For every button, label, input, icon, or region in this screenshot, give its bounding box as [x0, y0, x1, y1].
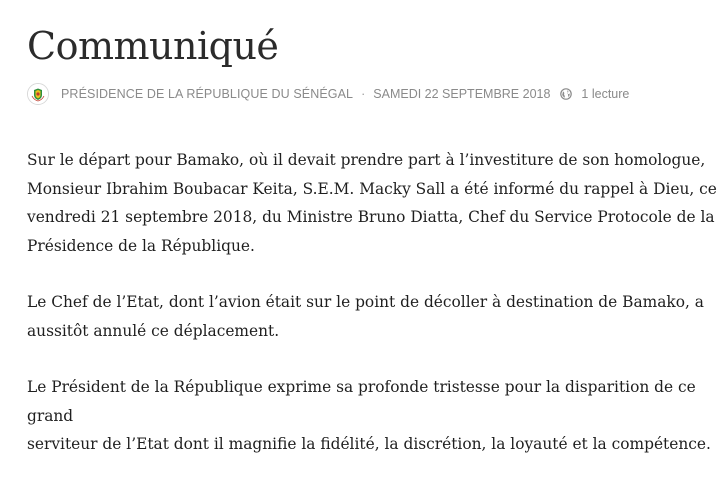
paragraph-1: Sur le départ pour Bamako, où il devait prendre part à l’investiture de son homologue, Monsieur Ibrahim Boubacar Keita, S.E.M. Macky Sall a été informé du rappel à Dieu, ce vendredi 21 septembre 2018, du Ministre Bruno Diatta, Chef du Service Protocole de la Présidence de la République.: [27, 151, 717, 255]
globe-icon: [560, 88, 572, 100]
paragraph-3: Le Président de la République exprime sa profonde tristesse pour la disparition de ce grand serviteur de l’Etat dont il magnifie la fidélité, la discrétion, la loyauté et la compétence.: [27, 378, 711, 453]
article-title: Communiqué: [27, 24, 279, 68]
article-byline: [27, 83, 629, 105]
meta-separator: ·: [361, 87, 366, 101]
coat-of-arms-avatar[interactable]: [27, 83, 49, 105]
paragraph-2: Le Chef de l’Etat, dont l’avion était sur le point de décoller à destination de Bamako, a aussitôt annulé ce déplacement.: [27, 293, 704, 340]
publish-date: SAMEDI 22 SEPTEMBRE 2018: [373, 87, 551, 101]
author-name[interactable]: PRÉSIDENCE DE LA RÉPUBLIQUE DU SÉNÉGAL: [61, 87, 354, 101]
article-body: [27, 146, 719, 487]
read-count: 1 lecture: [581, 87, 630, 101]
